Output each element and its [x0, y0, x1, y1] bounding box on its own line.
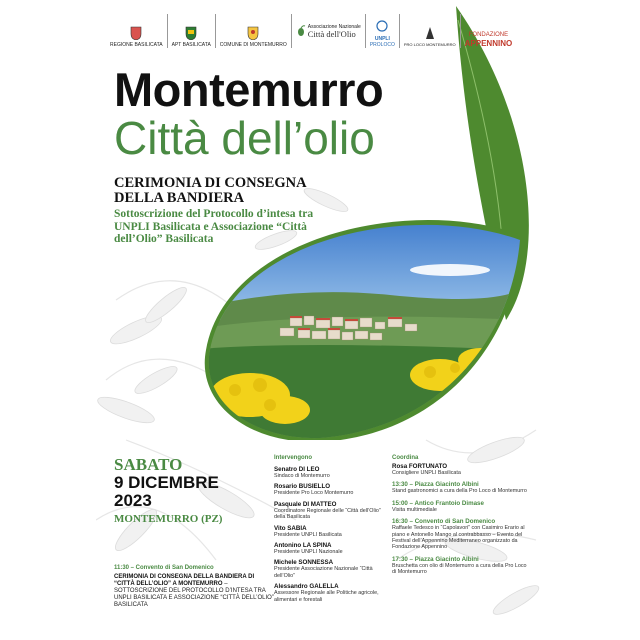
date-location: MONTEMURRO (PZ) [114, 513, 223, 525]
speaker-item: Pasquale DI MATTEO Coordinatore Regionale delle “Città dell’Olio” della Basilicata [274, 500, 381, 521]
logo-regione: REGIONE BASILICATA [106, 14, 168, 48]
date-day-month: 9 DICEMBRE [114, 473, 219, 492]
coordinator: Rosa FORTUNATO Consigliere UNPLI Basilicata [392, 463, 461, 476]
speaker-item: Vito SABIA Presidente UNPLI Basilicata [274, 524, 342, 538]
event-date [114, 456, 274, 526]
speaker-item: Senatro DI LEO Sindaco di Montemurro [274, 466, 330, 479]
title-town: Montemurro [114, 63, 384, 116]
program-event: 13:30 – Piazza Giacinto Albini Stand gastronomici a cura della Pro Loco di Montemurro [392, 481, 527, 495]
regione-crest-icon [130, 26, 142, 40]
proloco-icon [424, 26, 436, 40]
date-weekday: SABATO [114, 455, 183, 474]
program-event: 15:00 – Antico Frantoio Dimase Visita multimediale [392, 499, 484, 513]
logo-unpli: UNPLI PROLOCO [366, 14, 400, 48]
logo-proloco: PRO LOCO MONTEMURRO [400, 14, 461, 48]
sponsor-logos [106, 14, 536, 48]
first-event [114, 565, 274, 609]
apt-shield-icon [185, 26, 197, 40]
agreement-description: Sottoscrizione del Protocollo d’intesa tra UNPLI Basilicata e Associazione “Città dell’Olio” Basilicata [114, 208, 314, 245]
logo-comune: COMUNE DI MONTEMURRO [216, 14, 292, 48]
logo-citta-olio: Associazione Nazionale Città dell'Olio [292, 14, 366, 48]
first-event-desc: – SOTTOSCRIZIONE DEL PROTOCOLLO D’INTESA TRA UNPLI BASILICATA E ASSOCIAZIONE “CITTÀ DELL’OLIO” BASILICATA [114, 581, 274, 608]
speaker-item: Antonino LA SPINA Presidente UNPLI Nazionale [274, 542, 343, 556]
first-event-title: CERIMONIA DI CONSEGNA DELLA BANDIERA DI “CITTÀ DELL’OLIO” A MONTEMURRO [114, 574, 255, 587]
coordinator-heading: Coordina [392, 455, 419, 461]
comune-crest-icon [247, 26, 259, 40]
speakers-heading: Intervengono [274, 455, 313, 461]
date-year: 2023 [114, 491, 152, 510]
event-poster [96, 0, 544, 640]
logo-apt: APT BASILICATA [168, 14, 216, 48]
olive-icon [296, 25, 306, 37]
unpli-icon [376, 20, 388, 34]
speakers-column [274, 455, 386, 603]
speaker-item: Rosario BUSIELLO Presidente Pro Loco Montemurro [274, 483, 354, 497]
title-city-of-oil: Città dell’olio [114, 112, 375, 164]
speaker-item: Alessandro GALELLA Assessore Regionale alle Politiche agricole, alimentari e forestali [274, 583, 379, 603]
first-event-time: 11:30 – Convento di San Domenico [114, 565, 214, 571]
logo-fondazione: FONDAZIONE APPENNINO [464, 32, 513, 48]
program-event: 16:30 – Convento di San Domenico Raffaele Tedesco in “Capolavori” con Casimiro Erario al piano e Antonello Mango al contrabbasso – Evento del Festival dell’Appennino Mediterraneo organizzato da Fondazione Appennino [392, 518, 525, 551]
speaker-item: Michele SONNESSA Presidente Associazione Nazionale “Città dell’Olio” [274, 559, 373, 579]
program-event: 17:30 – Piazza Giacinto Albini Bruschetta con olio di Montemurro a cura della Pro Loco di Montemurro [392, 555, 527, 576]
ceremony-heading: CERIMONIA DI CONSEGNA DELLA BANDIERA [114, 175, 307, 206]
program-column [392, 455, 532, 576]
